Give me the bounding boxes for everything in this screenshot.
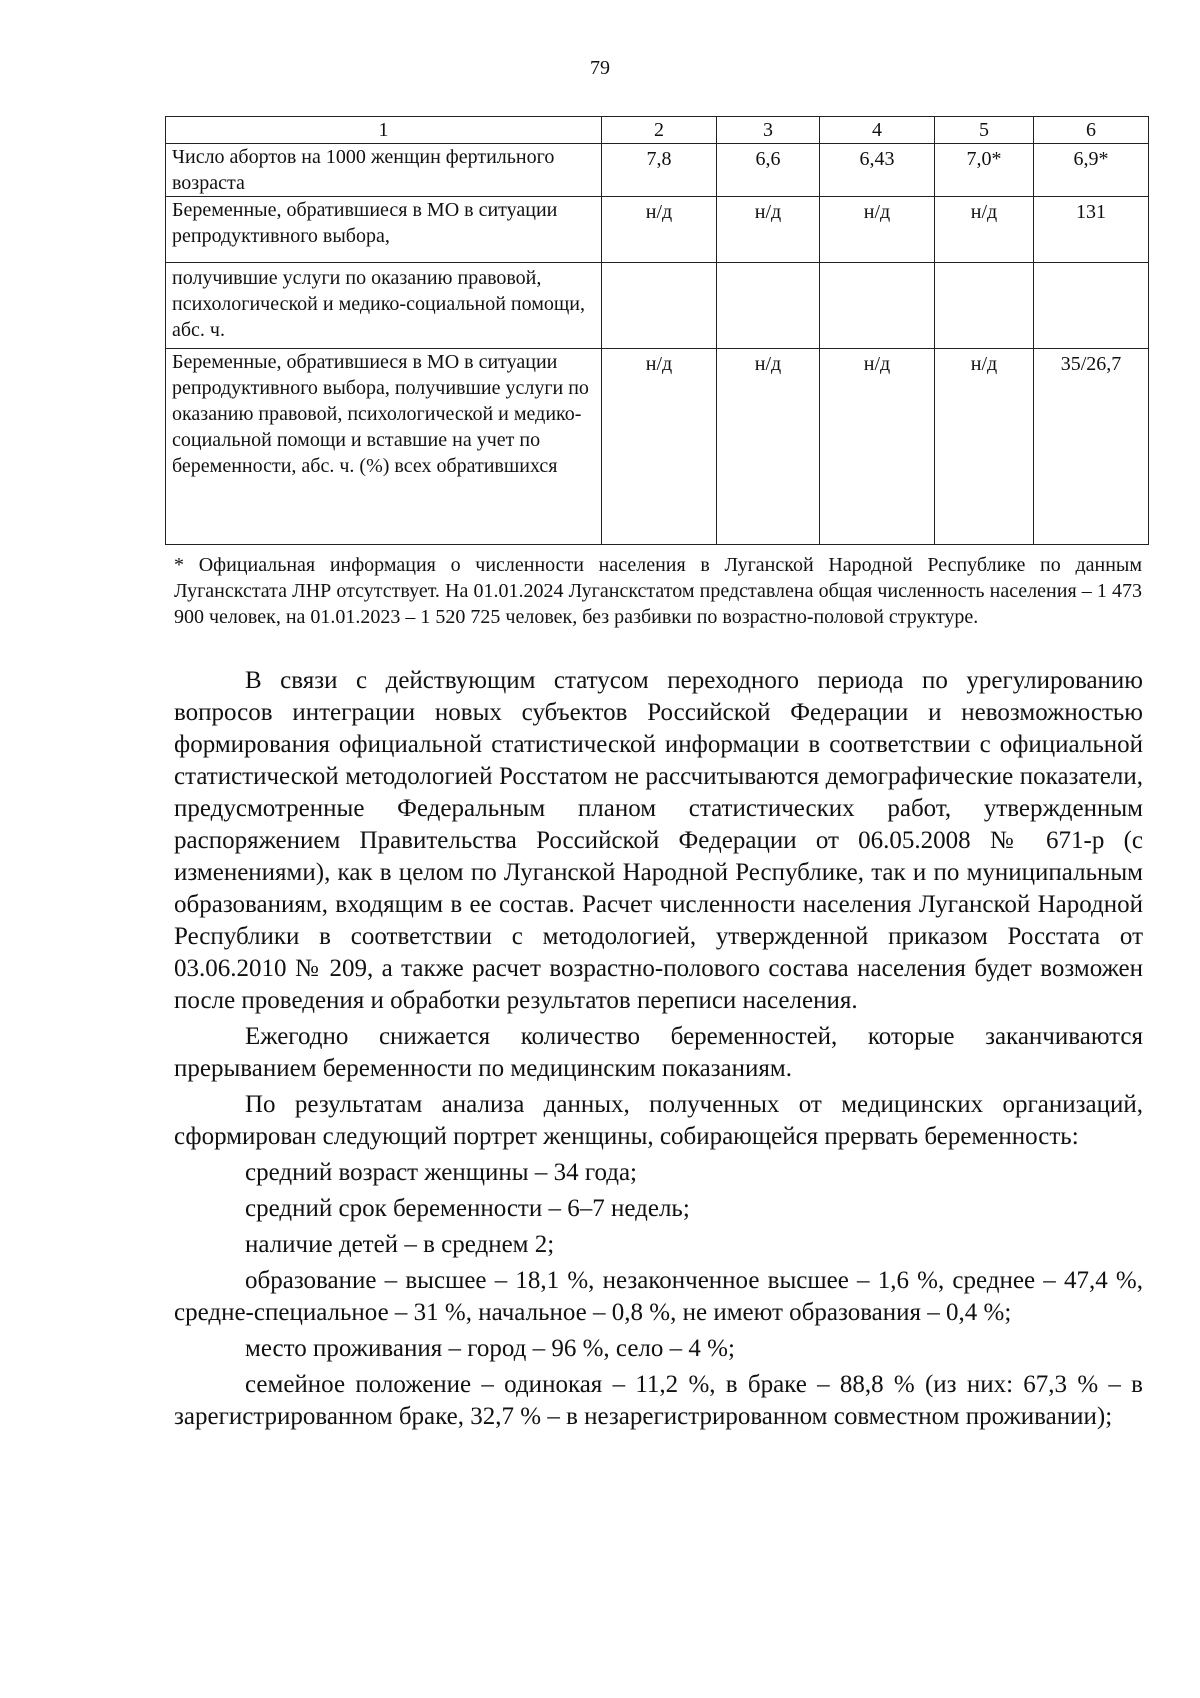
table-cell [602,263,717,349]
list-item: средний срок беременности – 6–7 недель; [245,1195,690,1222]
page-number: 79 [590,57,610,79]
table-row [166,197,1149,263]
table-cell [1034,263,1149,349]
table-cell: н/д [717,349,820,545]
row-label: Число абортов на 1000 женщин фертильного возраста [166,144,602,197]
table-footnote [174,552,1142,630]
row-label: получившие услуги по оказанию правовой, психологической и медико-социальной помощи, абс. ч. [166,263,602,349]
body-text [174,665,1143,1437]
table-row [166,349,1149,545]
table-header-cell: 5 [935,117,1034,144]
table-row [166,144,1149,197]
paragraph-pregnancies: Ежегодно снижается количество беременностей, которые заканчиваются прерыванием беременности по медицинским показаниям. [174,1023,1143,1082]
table-header-cell: 6 [1034,117,1149,144]
statistics-table [165,116,1149,545]
table-cell: н/д [820,197,935,263]
table-cell: 6,9* [1034,144,1149,197]
row-label: Беременные, обратившиеся в МО в ситуации репродуктивного выбора, [166,197,602,263]
paragraph-statistics: В связи с действующим статусом переходного периода по урегулированию вопросов интеграции новых субъектов Российской Федерации и невозможностью формирования официальной статистической информации в соответствии с официальной статистической методологией Росстатом не рассчитываются демографические показатели, предусмотренные Федеральным планом статистических работ, утвержденным распоряжением Правительства Российской Федерации от 06.05.2008 № 671-р (с изменениями), как в целом по Луганской Народной Республике, так и по муниципальным образованиям, входящим в ее состав. Расчет численности населения Луганской Народной Республики в соответствии с методологией, утвержденной приказом Росстата от 03.06.2010 № 209, а также расчет возрастно-полового состава населения будет возможен после проведения и обработки результатов переписи населения. [174,667,1143,1014]
table-cell: 6,43 [820,144,935,197]
table-cell: 7,8 [602,144,717,197]
table-header-row [166,117,1149,144]
table-cell [717,263,820,349]
table-header-cell: 3 [717,117,820,144]
table-cell: 7,0* [935,144,1034,197]
paragraph-portrait-intro: По результатам анализа данных, полученных от медицинских организаций, сформирован следующий портрет женщины, собирающейся прервать беременность: [174,1091,1143,1150]
table-header-cell: 4 [820,117,935,144]
table-cell: н/д [602,197,717,263]
table-cell: 35/26,7 [1034,349,1149,545]
list-item: образование – высшее – 18,1 %, незаконченное высшее – 1,6 %, среднее – 47,4 %, средне-специальное – 31 %, начальное – 0,8 %, не имеют образования – 0,4 %; [174,1267,1143,1326]
table-cell: 6,6 [717,144,820,197]
table-row [166,263,1149,349]
footnote-text: * Официальная информация о численности населения в Луганской Народной Республике по данным Луганскстата ЛНР отсутствует. На 01.01.2024 Луганскстатом представлена общая численность населения – 1 473 900 человек, на 01.01.2023 – 1 520 725 человек, без разбивки по возрастно-половой структуре. [174,554,1142,628]
list-item: наличие детей – в среднем 2; [245,1231,555,1258]
list-item: место проживания – город – 96 %, село – 4 %; [245,1335,735,1362]
table-cell: н/д [820,349,935,545]
table-header-cell: 1 [166,117,602,144]
table-cell: н/д [935,197,1034,263]
table-cell [935,263,1034,349]
list-item: семейное положение – одинокая – 11,2 %, в браке – 88,8 % (из них: 67,3 % – в зарегистрированном браке, 32,7 % – в незарегистрированном совместном проживании); [174,1371,1143,1430]
table-cell: н/д [935,349,1034,545]
row-label: Беременные, обратившиеся в МО в ситуации репродуктивного выбора, получившие услуги по оказанию правовой, психологической и медико-социальной помощи и вставшие на учет по беременности, абс. ч. (%) всех обратившихся [166,349,602,545]
table-cell: н/д [602,349,717,545]
table-header-cell: 2 [602,117,717,144]
table-cell [820,263,935,349]
table-cell: н/д [717,197,820,263]
list-item: средний возраст женщины – 34 года; [245,1159,637,1186]
table-cell: 131 [1034,197,1149,263]
